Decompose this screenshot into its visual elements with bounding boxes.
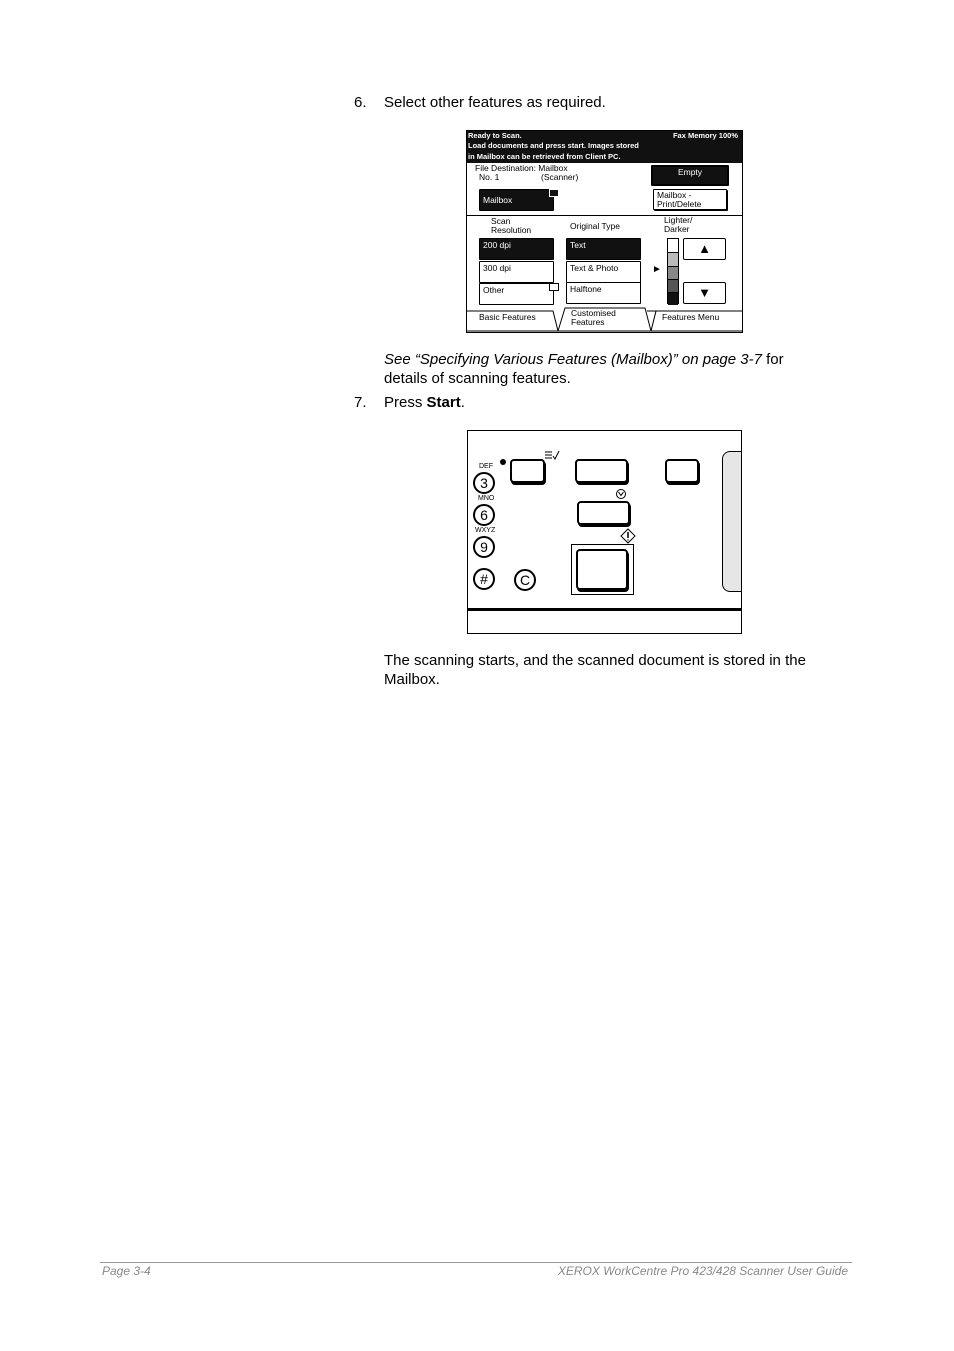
- fax-memory-status: Fax Memory 100%: [672, 131, 738, 140]
- start-button[interactable]: [576, 549, 628, 590]
- tab-features-menu[interactable]: Features Menu: [662, 312, 720, 322]
- footer-page-number: Page 3-4: [102, 1264, 151, 1278]
- step-7-number: 7.: [354, 394, 367, 411]
- lighter-darker-header-2: Darker: [664, 224, 690, 234]
- scan-resolution-header-2: Resolution: [491, 225, 532, 235]
- panel-bottom-rule: [468, 608, 741, 611]
- mailbox-button-label: Mailbox: [483, 195, 513, 205]
- type-halftone-button[interactable]: Halftone: [566, 282, 641, 304]
- banner-line-3: in Mailbox can be retrieved from Client PC.: [468, 152, 621, 161]
- density-level-2: [668, 253, 678, 267]
- footer-guide-title: XEROX WorkCentre Pro 423/428 Scanner User Guide: [557, 1264, 848, 1278]
- scanner-label: (Scanner): [541, 172, 579, 182]
- stop-button[interactable]: [577, 501, 630, 525]
- resolution-300-button[interactable]: 300 dpi: [479, 261, 554, 283]
- result-line-2: Mailbox.: [384, 671, 440, 688]
- mailbox-button[interactable]: [479, 189, 554, 211]
- caption-line-2: details of scanning features.: [384, 370, 571, 387]
- step-7-text: [384, 394, 465, 411]
- mailbox-print-delete-button[interactable]: [653, 189, 727, 210]
- step-6-number: 6.: [354, 94, 367, 111]
- key-9[interactable]: 9: [473, 536, 495, 558]
- folder-icon: [549, 189, 559, 197]
- mailbox-number: No. 1: [479, 172, 500, 182]
- mailbox-print-delete-line2: Print/Delete: [657, 199, 702, 209]
- empty-button[interactable]: Empty: [651, 165, 729, 186]
- status-banner: [467, 131, 742, 163]
- key-3[interactable]: 3: [473, 472, 495, 494]
- caption-line-1: [384, 351, 784, 368]
- resolution-other-button[interactable]: Other: [479, 283, 554, 305]
- stop-icon: [615, 488, 627, 500]
- key-hash[interactable]: #: [473, 568, 495, 590]
- darker-down-button[interactable]: ▼: [683, 282, 726, 304]
- clear-all-button[interactable]: [575, 459, 628, 483]
- density-scale: [667, 238, 679, 304]
- touch-screen-illustration: [466, 130, 743, 333]
- cross-reference: See “Specifying Various Features (Mailbox)” on page 3-7: [384, 351, 762, 368]
- tab-basic-features[interactable]: Basic Features: [479, 312, 536, 322]
- key-6[interactable]: 6: [473, 504, 495, 526]
- caption-for: for: [761, 351, 784, 368]
- lighter-up-button[interactable]: ▲: [683, 238, 726, 260]
- control-panel-illustration: [467, 430, 742, 634]
- step-7-suffix: .: [460, 394, 465, 411]
- step-7-start: Start: [426, 394, 461, 411]
- power-saver-button[interactable]: [665, 459, 699, 483]
- lighter-darker-header-1: Lighter/: [664, 215, 693, 225]
- folder-icon: [549, 283, 559, 291]
- key-6-letters: MNO: [478, 495, 495, 502]
- density-level-5: [668, 293, 678, 305]
- result-line-1: The scanning starts, and the scanned document is stored in the: [384, 652, 806, 669]
- mailbox-print-delete-line1: Mailbox -: [657, 190, 692, 200]
- tab-customised-line2: Features: [571, 317, 605, 327]
- side-panel-edge: [722, 451, 742, 592]
- step-6-text: Select other features as required.: [384, 94, 606, 111]
- step-7-prefix: Press: [384, 394, 427, 411]
- interrupt-icon: [544, 449, 560, 461]
- tab-customised-features[interactable]: [571, 309, 616, 327]
- tab-customised-line1: Customised: [571, 308, 616, 318]
- density-level-4: [668, 280, 678, 293]
- key-9-letters: WXYZ: [475, 527, 496, 534]
- start-icon: [620, 528, 636, 544]
- clear-button[interactable]: C: [514, 569, 536, 591]
- file-destination-label: File Destination: Mailbox: [475, 163, 568, 173]
- type-text-button[interactable]: Text: [566, 238, 641, 260]
- resolution-200-button[interactable]: 200 dpi: [479, 238, 554, 260]
- interrupt-button[interactable]: [510, 459, 545, 483]
- key-3-letters: DEF: [479, 463, 493, 470]
- original-type-header: Original Type: [570, 221, 620, 231]
- footer-rule: [100, 1262, 852, 1263]
- density-level-1: [668, 239, 678, 253]
- density-level-3: [668, 267, 678, 280]
- scan-resolution-header-1: Scan: [491, 216, 511, 226]
- banner-line-1: Ready to Scan.: [468, 131, 522, 140]
- banner-line-2: Load documents and press start. Images stored: [468, 141, 639, 150]
- pointer-arrow-icon: ►: [652, 264, 662, 275]
- type-text-photo-button[interactable]: Text & Photo: [566, 261, 641, 283]
- indicator-light-icon: [500, 459, 506, 465]
